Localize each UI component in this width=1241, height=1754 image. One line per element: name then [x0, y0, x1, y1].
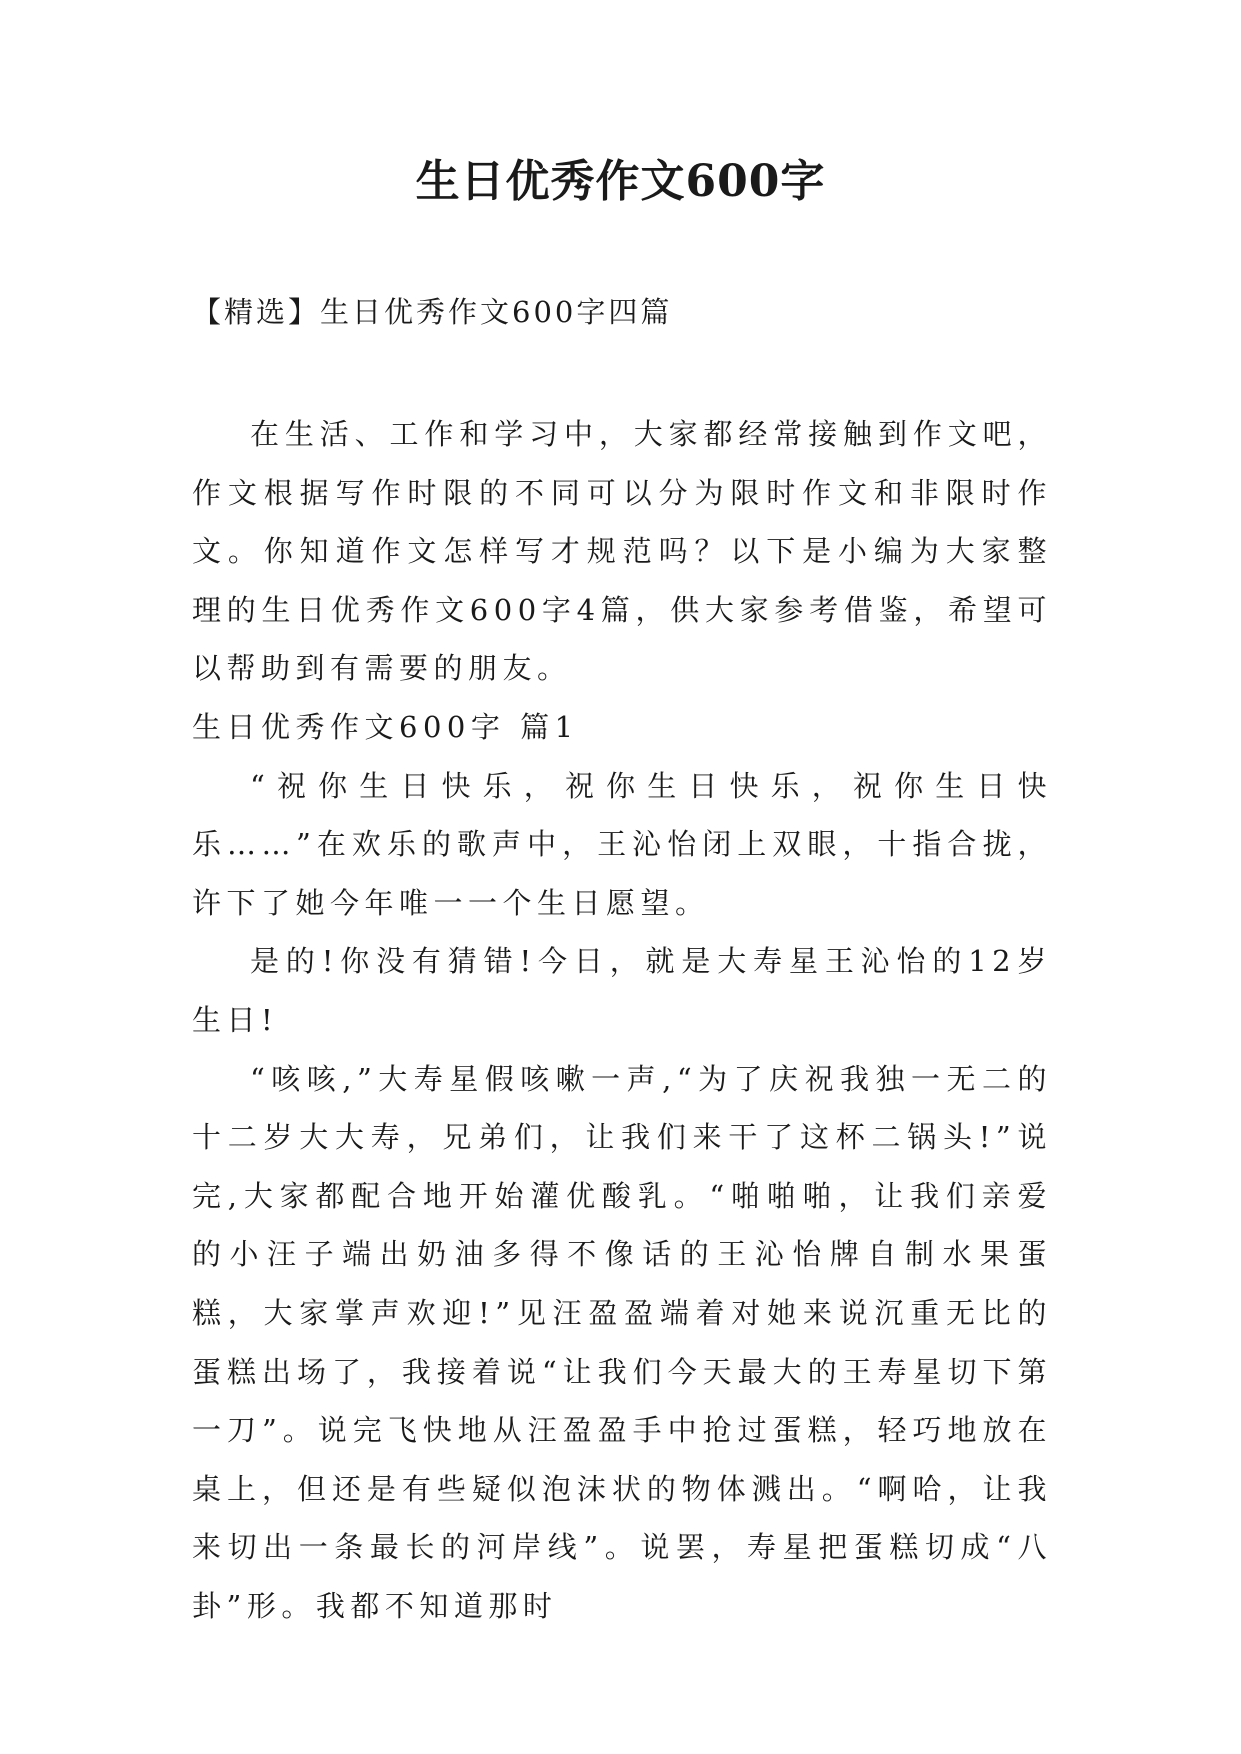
document-subtitle: 【精选】生日优秀作文600字四篇	[192, 295, 673, 329]
document-title: 生日优秀作文600字	[415, 156, 826, 207]
body-paragraph: “祝你生日快乐，祝你生日快乐，祝你生日快乐……”在欢乐的歌声中，王沁怡闭上双眼，十指合拢，许下了她今年唯一一个生日愿望。	[192, 768, 1052, 920]
body-paragraph: 是的!你没有猜错!今日，就是大寿星王沁怡的12岁生日!	[192, 944, 1052, 1037]
document-body	[192, 405, 1052, 1635]
section-heading: 生日优秀作文600字 篇1	[192, 709, 579, 744]
intro-paragraph: 在生活、工作和学习中，大家都经常接触到作文吧，作文根据写作时限的不同可以分为限时作文和非限时作文。你知道作文怎样写才规范吗？以下是小编为大家整理的生日优秀作文600字4篇，供大家参考借鉴，希望可以帮助到有需要的朋友。	[192, 417, 1052, 686]
body-paragraph: “咳咳,”大寿星假咳嗽一声,“为了庆祝我独一无二的十二岁大大寿，兄弟们，让我们来干了这杯二锅头!”说完,大家都配合地开始灌优酸乳。“啪啪啪，让我们亲爱的小汪子端出奶油多得不像话的王沁怡牌自制水果蛋糕，大家掌声欢迎!”见汪盈盈端着对她来说沉重无比的蛋糕出场了，我接着说“让我们今天最大的王寿星切下第一刀”。说完飞快地从汪盈盈手中抢过蛋糕，轻巧地放在桌上，但还是有些疑似泡沫状的物体溅出。“啊哈，让我来切出一条最长的河岸线”。说罢，寿星把蛋糕切成“八卦”形。我都不知道那时	[192, 1061, 1052, 1623]
